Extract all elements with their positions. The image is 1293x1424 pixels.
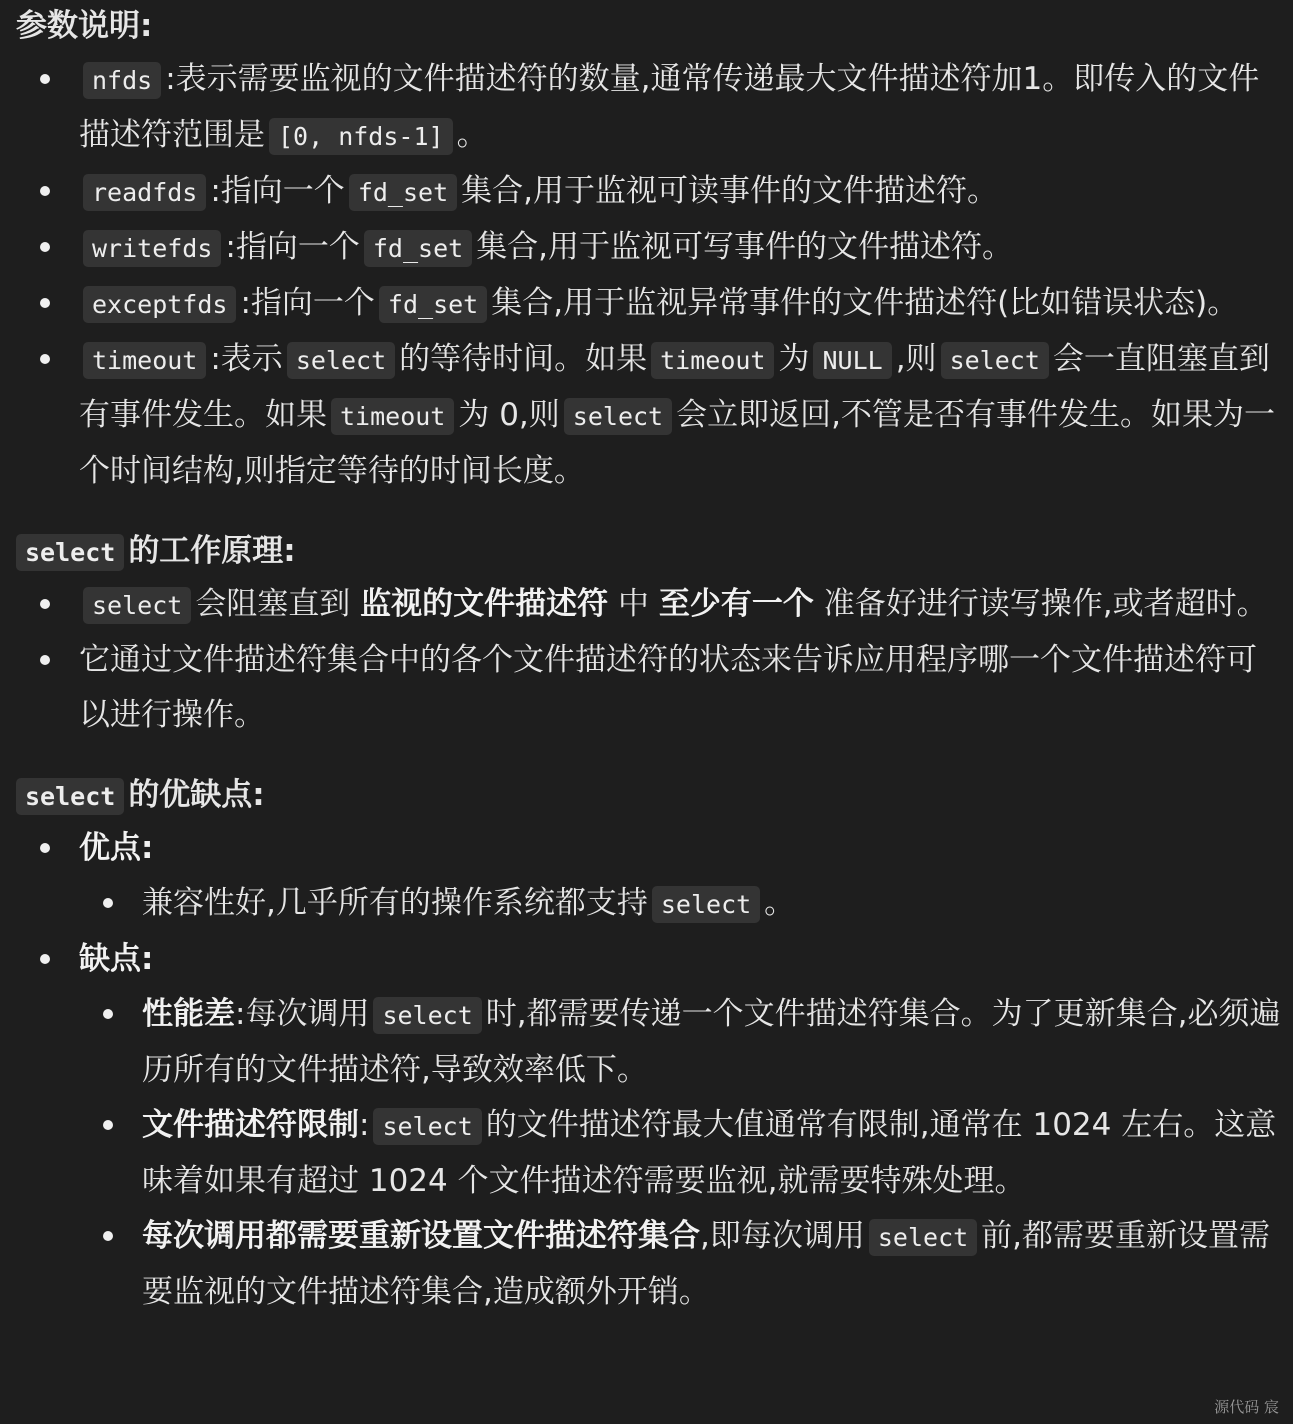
code-timeout: timeout bbox=[331, 398, 454, 435]
params-list bbox=[16, 52, 1281, 499]
param-nfds-end: 。 bbox=[456, 117, 488, 153]
principle-item-2: 它通过文件描述符集合中的各个文件描述符的状态来告诉应用程序哪一个文件描述符可以进行操作。 bbox=[16, 633, 1281, 743]
code-writefds: writefds bbox=[83, 230, 221, 267]
cons-item bbox=[16, 932, 1281, 1320]
code-select: select bbox=[941, 342, 1049, 379]
param-nfds bbox=[16, 52, 1281, 164]
bold-text: 文件描述符限制 bbox=[142, 1107, 359, 1143]
principle-heading bbox=[16, 525, 1281, 577]
code-range: [0, nfds-1] bbox=[269, 118, 453, 155]
code-select: select bbox=[287, 342, 395, 379]
text: 会立即返回,不管是否有事件发生。如果为一个时间结构,则指定等待的时间长度。 bbox=[79, 397, 1275, 489]
param-writefds-desc: :指向一个 bbox=[225, 229, 360, 265]
param-exceptfds-end: 集合,用于监视异常事件的文件描述符(比如错误状态)。 bbox=[491, 285, 1239, 321]
text: 。 bbox=[764, 885, 796, 921]
param-timeout bbox=[16, 332, 1281, 499]
param-nfds-desc: :表示需要监视的文件描述符的数量,通常传递最大文件描述符加1。即传入的文件描述符范围是 bbox=[79, 61, 1260, 153]
param-readfds-end: 集合,用于监视可读事件的文件描述符。 bbox=[461, 173, 998, 209]
code-fdset: fd_set bbox=[349, 174, 457, 211]
code-readfds: readfds bbox=[83, 174, 206, 211]
code-select: select bbox=[373, 1108, 481, 1145]
code-select: select bbox=[373, 997, 481, 1034]
pros-item bbox=[16, 821, 1281, 932]
text: ,即每次调用 bbox=[700, 1218, 865, 1254]
document bbox=[16, 0, 1281, 1320]
text: :表示 bbox=[210, 341, 283, 377]
param-exceptfds-desc: :指向一个 bbox=[240, 285, 375, 321]
code-select: select bbox=[83, 587, 191, 624]
text: 会一直阻塞直到有事件发生。如果 bbox=[79, 341, 1270, 433]
cons-subitem-2 bbox=[79, 1098, 1281, 1209]
text: : bbox=[359, 1107, 370, 1143]
watermark: 源代码 宸 bbox=[1214, 1398, 1279, 1416]
text: ,则 bbox=[895, 341, 937, 377]
text: 中 bbox=[618, 586, 650, 622]
text: 会阻塞直到 bbox=[195, 586, 351, 622]
pros-subitem bbox=[79, 876, 1281, 932]
code-select: select bbox=[652, 886, 760, 923]
proscons-list bbox=[16, 821, 1281, 1320]
code-timeout: timeout bbox=[651, 342, 774, 379]
code-fdset: fd_set bbox=[364, 230, 472, 267]
text: 的等待时间。如果 bbox=[399, 341, 648, 377]
text: 为 bbox=[778, 341, 810, 377]
cons-sublist bbox=[79, 987, 1281, 1320]
param-exceptfds bbox=[16, 276, 1281, 332]
code-select: select bbox=[16, 778, 124, 815]
pros-label: 优点: bbox=[79, 830, 154, 866]
text: 为 0,则 bbox=[458, 397, 560, 433]
code-exceptfds: exceptfds bbox=[83, 286, 236, 323]
param-writefds-end: 集合,用于监视可写事件的文件描述符。 bbox=[476, 229, 1014, 265]
code-fdset: fd_set bbox=[379, 286, 487, 323]
proscons-heading bbox=[16, 769, 1281, 821]
text: 准备好进行读写操作,或者超时。 bbox=[823, 586, 1268, 622]
text: 时,都需要传递一个文件描述符集合。为了更新集合,必须遍历所有的文件描述符,导致效率低下。 bbox=[142, 996, 1281, 1088]
code-timeout: timeout bbox=[83, 342, 206, 379]
principle-heading-text: 的工作原理: bbox=[128, 533, 296, 569]
code-select: select bbox=[564, 398, 672, 435]
param-readfds bbox=[16, 164, 1281, 220]
param-writefds bbox=[16, 220, 1281, 276]
code-null: NULL bbox=[813, 342, 891, 379]
param-readfds-desc: :指向一个 bbox=[210, 173, 345, 209]
principle-item-1 bbox=[16, 577, 1281, 633]
bold-text: 至少有一个 bbox=[658, 586, 814, 622]
pros-sublist bbox=[79, 876, 1281, 932]
bold-text: 监视的文件描述符 bbox=[360, 586, 609, 622]
text: 的文件描述符最大值通常有限制,通常在 1024 左右。这意味着如果有超过 1024 个文件描述符需要监视,就需要特殊处理。 bbox=[142, 1107, 1277, 1199]
cons-subitem-3 bbox=[79, 1209, 1281, 1320]
code-nfds: nfds bbox=[83, 62, 161, 99]
principle-list bbox=[16, 577, 1281, 743]
text: 兼容性好,几乎所有的操作系统都支持 bbox=[142, 885, 648, 921]
code-select: select bbox=[869, 1219, 977, 1256]
cons-label: 缺点: bbox=[79, 941, 154, 977]
text: :每次调用 bbox=[235, 996, 370, 1032]
cons-subitem-1 bbox=[79, 987, 1281, 1098]
bold-text: 性能差 bbox=[142, 996, 235, 1032]
proscons-heading-text: 的优缺点: bbox=[128, 777, 265, 813]
code-select: select bbox=[16, 534, 124, 571]
params-heading: 参数说明: bbox=[16, 8, 153, 44]
text: 前,都需要重新设置需要监视的文件描述符集合,造成额外开销。 bbox=[142, 1218, 1271, 1310]
bold-text: 每次调用都需要重新设置文件描述符集合 bbox=[142, 1218, 700, 1254]
